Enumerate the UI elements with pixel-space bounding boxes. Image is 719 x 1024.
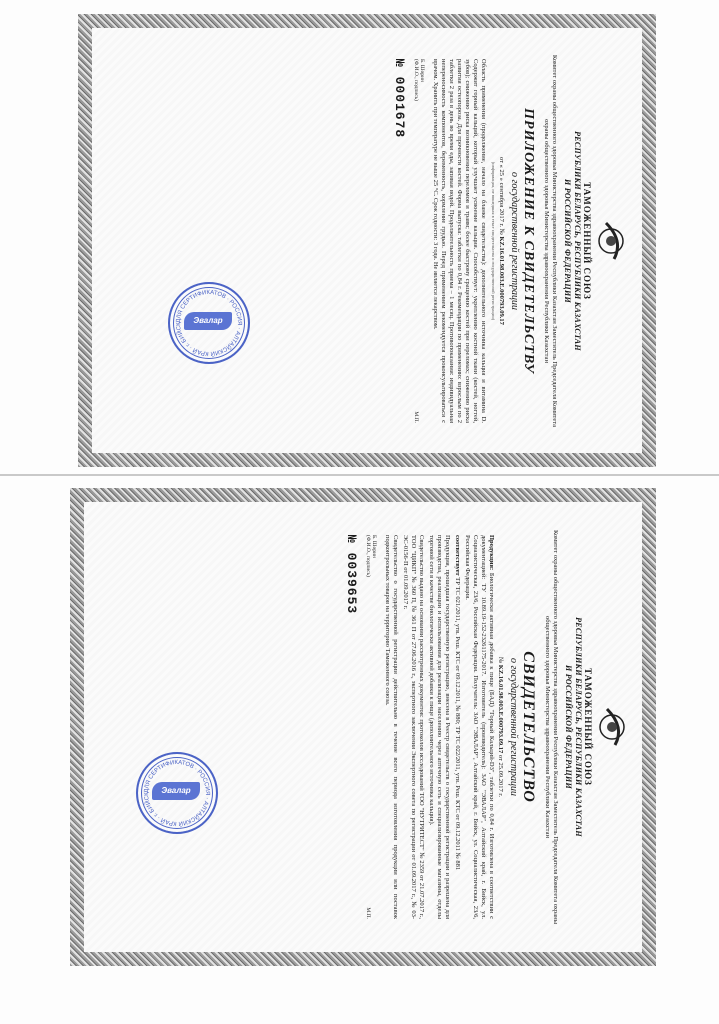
signatory-name: Б. Шорин (371, 535, 377, 558)
fold-line (0, 474, 719, 476)
compliance-block (453, 535, 461, 919)
compliance-label: соответствует (454, 535, 461, 576)
republics-line-2: И РОССИЙСКОЙ ФЕДЕРАЦИИ (564, 664, 573, 789)
number-label: г. № (498, 222, 505, 235)
republics-line-2: И РОССИЙСКОЙ ФЕДЕРАЦИИ (563, 178, 572, 303)
appendix-frame (78, 14, 656, 467)
certificate-content (93, 517, 633, 937)
registration-number-line (497, 517, 504, 937)
basis-text: Свидетельство выдано на основании рассмотренных документов: протоколов исследований ТОО "НУТРИТЕСТ" № 2359 от 21.07.2017 г., ТОО "ЦИКП" № 360 П, № 361 П от 27.06.2016 г., экспертного заключения Экспертного совета по регистрации от 01.09.2017 г., № 03-ЭС-0156-П от 01.09.2017 г. (402, 535, 425, 919)
customs-union-emblem (597, 705, 627, 749)
signatory-name: Б. Шорин (419, 58, 425, 82)
product-description: Биологически активная добавка к пище (БАД) "Горный Кальций-D3", таблетки по 0,84 г. Изготовлена в соответствии с документацией: ТУ 10.89.19-152-23261175-2017. Изготовитель (производитель): ЗАО "ЭВАЛАР", Алтайский край, г. Бийск, ул. Социалистическая, 23/6, Российская Федерация. Получатель: ЗАО "ЭВАЛАР", Алтайский край, г. Бийск, ул. Социалистическая, 23/6, Российская Федерация. (464, 535, 495, 919)
product-block (463, 535, 495, 919)
registration-number-line (498, 41, 505, 441)
stamp-ring-text: ДЛЯ СЕРТИФИКАТОВ · РОССИЯ · АЛТАЙСКИЙ КРАЙ · г. БИЙСК (143, 759, 211, 827)
signature-block (365, 535, 377, 919)
date-year: 2017 (498, 208, 505, 222)
certificate-title: СВИДЕТЕЛЬСТВО (520, 651, 537, 803)
mp-label: М.П. (365, 907, 371, 919)
stamp-brand-logo: Эвалар (152, 782, 200, 800)
registration-number: KZ.16.01.98.003.E.000793.09.17 (498, 235, 505, 325)
appendix-title: ПРИЛОЖЕНИЕ К СВИДЕТЕЛЬСТВУ (521, 107, 536, 374)
form-serial-number: № 0001678 (392, 58, 407, 138)
mp-label: М.П. (413, 410, 419, 423)
signature-block (413, 59, 425, 423)
registration-number: KZ.16.01.98.003.E.000793.09.17 (497, 664, 504, 754)
number-note: (информация, не вошедшая в текст свидетельства о государственной регистрации) (491, 161, 496, 320)
appendix-content (102, 41, 632, 441)
committee-text: Комитет охраны общественного здоровья Министерства здравоохранения Республики Казахстан Заместитель Председателя Комитета охраны общественного здоровья Министерства здравоохранения Республики Казахстан (544, 529, 559, 925)
signatory-caption: (Ф.И.О., подпись) (365, 535, 371, 577)
stamp-ring-text: ДЛЯ СЕРТИФИКАТОВ · РОССИЯ · АЛТАЙСКИЙ КРАЙ · г. БИЙСК (175, 289, 243, 357)
form-serial-number: № 0039653 (344, 535, 359, 615)
certificate-sheet (0, 480, 719, 992)
compliance-text: ТР ТС 021/2011, утв. Реш. КТС от 09.12.2011, № 880; ТР ТС 022/2011, утв. Реш. КТС от 09.12.2011 № 881 (454, 577, 461, 871)
company-stamp (168, 282, 250, 364)
committee-text: Комитет охраны общественного здоровья Министерства здравоохранения Республики Казахстан Заместитель Председателя Комитета охраны общественного здоровья Министерства здравоохранения Республики Казахстан (543, 54, 558, 427)
date-month: сентября (498, 182, 505, 207)
usage-text: Продукция, прошедшая государственную регистрацию, внесена в Реестр свидетельств о государственной регистрации и разрешена для производства, реализации и использования для реализации населению через аптечную сеть и специализированные магазины, отделы торговой сети в качестве биологически активной добавки к пище (дополнительного источника кальция). (428, 535, 451, 919)
date-prefix: от « 25 » (498, 156, 505, 181)
company-stamp (136, 752, 218, 834)
union-title: ТАМОЖЕННЫЙ СОЮЗ (582, 181, 592, 300)
certificate-subtitle: о государственной регистрации (508, 657, 519, 797)
product-label: Продукция: (488, 535, 495, 571)
signatory-caption: (Ф.И.О., подпись) (413, 58, 419, 101)
customs-union-emblem (596, 219, 626, 263)
stamp-brand-logo: Эвалар (184, 312, 232, 330)
validity-text: Свидетельство о государственной регистрации действительно в течение всего периода изготовления продукции или поставок подконтрольных товаров на территорию Таможенного союза. (384, 535, 399, 919)
number-label: № (497, 656, 504, 664)
union-title: ТАМОЖЕННЫЙ СОЮЗ (583, 668, 593, 786)
appendix-subtitle: о государственной регистрации (509, 171, 520, 310)
republics-line-1: РЕСПУБЛИКИ БЕЛАРУСЬ, РЕСПУБЛИКИ КАЗАХСТАН (573, 130, 582, 351)
certificate-frame (70, 488, 656, 966)
republics-line-1: РЕСПУБЛИКИ БЕЛАРУСЬ, РЕСПУБЛИКИ КАЗАХСТАН (574, 617, 583, 837)
appendix-body: Область применения (продолжение, начало на бланке свидетельства): дополнительного источника кальция и витамина D. Содержит горный кальций, который улучшает усвоение кальция. Способствует: укреплению костной ткани (костей, ногтей, зубов); снижению риска возникновения переломов и травм; более быстрому сращению костей при переломах; снижению риска развития остеопороза. Для прочности костей. Форма выпуска: таблетки по 0,84 г. Рекомендации по применению: взрослым по 2 таблетки 2 раза в день во время еды, запивая водой. Продолжительность приема – 1 месяц. Противопоказания: индивидуальная непереносимость компонентов, беременность, кормление грудью. Перед применением рекомендуется проконсультироваться с врачом. Хранить при температуре не выше 25 °С. Срок годности: 3 года. Не является лекарством. (432, 58, 487, 423)
registration-date: от 25.09.2017 г. (497, 754, 504, 797)
